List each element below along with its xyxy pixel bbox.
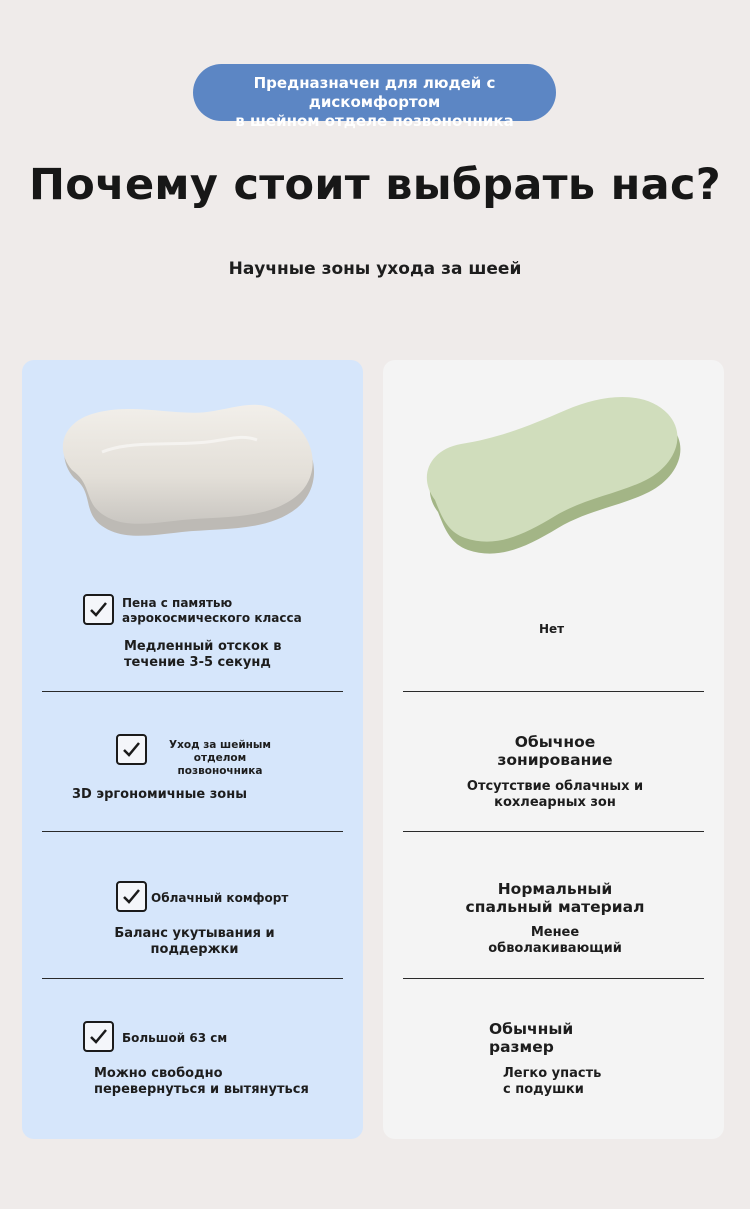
feature-heading: [455, 880, 655, 916]
row-divider: [403, 691, 704, 692]
feature-heading-line: отделом позвоночника: [177, 752, 263, 777]
feature-description: [469, 925, 641, 957]
row-divider: [42, 978, 343, 979]
checkbox-checked-icon: [83, 594, 114, 625]
feature-description: [72, 787, 247, 803]
feature-heading-line: Нормальный: [497, 880, 613, 898]
feature-heading-line: Обычный: [489, 1020, 574, 1038]
row-divider: [403, 831, 704, 832]
regular-pillow-image: [383, 360, 724, 580]
feature-description: [449, 779, 661, 811]
feature-heading-line: спальный материал: [465, 898, 645, 916]
feature-heading-line: Уход за шейным: [168, 739, 272, 751]
feature-description-line: обволакивающий: [488, 941, 622, 956]
checkbox-checked-icon: [116, 881, 147, 912]
feature-heading-line: зонирование: [497, 751, 613, 769]
feature-heading: [469, 733, 641, 769]
row-divider: [42, 691, 343, 692]
feature-description-line: течение 3-5 секунд: [124, 655, 271, 670]
feature-description-line: с подушки: [503, 1082, 584, 1097]
page-subtitle: Научные зоны ухода за шеей: [228, 259, 522, 279]
feature-heading: [489, 1020, 573, 1056]
checkbox-checked-icon: [83, 1021, 114, 1052]
feature-heading: [122, 596, 302, 626]
badge-line-1: Предназначен для людей с дискомфортом: [253, 74, 496, 111]
feature-heading: [151, 890, 288, 906]
feature-description: [124, 639, 281, 671]
feature-heading-line: аэрокосмического класса: [122, 611, 302, 625]
target-audience-badge: [193, 64, 556, 130]
feature-description-line: Нет: [539, 622, 565, 636]
feature-description-line: 3D эргономичные зоны: [72, 787, 247, 802]
feature-description-line: Можно свободно: [94, 1066, 223, 1081]
feature-heading-line: Пена с памятью: [122, 596, 233, 610]
feature-heading-line: Большой 63 см: [122, 1031, 228, 1045]
feature-heading-line: Обычное: [514, 733, 596, 751]
feature-description: [503, 1066, 601, 1098]
feature-description-line: Менее: [530, 925, 580, 940]
feature-description-line: перевернуться и вытянуться: [94, 1082, 309, 1097]
our-pillow-card: [22, 360, 363, 1139]
feature-description-line: кохлеарных зон: [494, 795, 616, 810]
checkbox-checked-icon: [116, 734, 147, 765]
feature-heading: [150, 739, 290, 778]
feature-heading-line: Облачный комфорт: [151, 891, 289, 905]
feature-description: [539, 621, 564, 637]
feature-description-line: Баланс укутывания и: [114, 926, 275, 941]
feature-description-line: Легко упасть: [503, 1066, 602, 1081]
feature-heading: [122, 1030, 227, 1046]
page-title: Почему стоит выбрать нас?: [29, 160, 721, 210]
ergonomic-pillow-image: [22, 360, 363, 560]
feature-description-line: Отсутствие облачных и: [466, 779, 644, 794]
row-divider: [403, 978, 704, 979]
feature-description-line: Медленный отскок в: [124, 639, 282, 654]
regular-pillow-card: [383, 360, 724, 1139]
feature-description: [92, 926, 297, 958]
row-divider: [42, 831, 343, 832]
badge-line-2: в шейном отделе позвоночника: [235, 112, 514, 130]
feature-heading-line: размер: [489, 1038, 554, 1056]
feature-description-line: поддержки: [150, 942, 239, 957]
feature-description: [94, 1066, 309, 1098]
